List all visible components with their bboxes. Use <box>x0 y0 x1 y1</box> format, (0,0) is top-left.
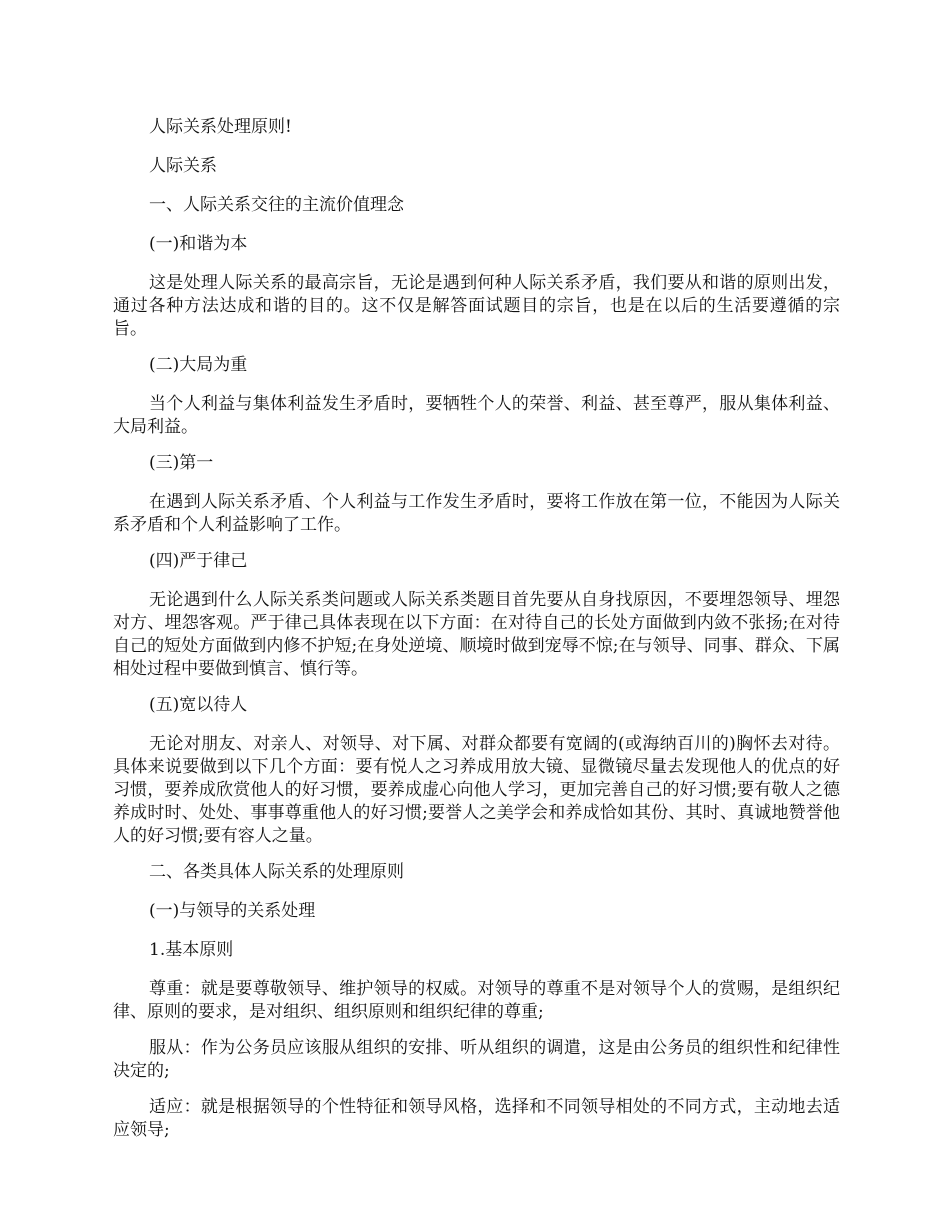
body-paragraph: 在遇到人际关系矛盾、个人利益与工作发生矛盾时，要将工作放在第一位，不能因为人际关系矛盾和个人利益影响了工作。 <box>113 492 840 535</box>
document-subtitle: 人际关系 <box>149 156 217 176</box>
subsection-heading: (一)与领导的关系处理 <box>149 901 316 921</box>
subsection-heading: (一)和谐为本 <box>149 234 248 254</box>
section-heading: 一、人际关系交往的主流价值理念 <box>149 195 404 215</box>
body-paragraph: 无论对朋友、对亲人、对领导、对下属、对群众都要有宽阔的(或海纳百川的)胸怀去对待。具体来说要做到以下几个方面：要有悦人之习养成用放大镜、显微镜尽量去发现他人的优点的好习惯，要养成欣赏他人的好习惯，要养成虚心向他人学习，更加完善自己的好习惯;要有敬人之德养成时时、处处、事事尊重他人的好习惯;要誉人之美学会和养成恰如其份、其时、真诚地赞誉他人的好习惯;要有容人之量。 <box>113 734 840 846</box>
body-paragraph: 这是处理人际关系的最高宗旨，无论是遇到何种人际关系矛盾，我们要从和谐的原则出发，通过各种方法达成和谐的目的。这不仅是解答面试题目的宗旨，也是在以后的生活要遵循的宗旨。 <box>113 273 840 339</box>
document-page <box>113 116 840 1155</box>
section-heading: 二、各类具体人际关系的处理原则 <box>149 862 404 882</box>
subsection-heading: (三)第一 <box>149 453 214 473</box>
body-paragraph: 服从：作为公务员应该服从组织的安排、听从组织的调遣，这是由公务员的组织性和纪律性决定的; <box>113 1038 840 1081</box>
subsection-heading: (四)严于律己 <box>149 551 248 571</box>
subsection-heading: 1.基本原则 <box>149 940 234 960</box>
document-title: 人际关系处理原则! <box>149 117 292 137</box>
body-paragraph: 无论遇到什么人际关系类问题或人际关系类题目首先要从自身找原因，不要埋怨领导、埋怨对方、埋怨客观。严于律己具体表现在以下方面：在对待自己的长处方面做到内敛不张扬;在对待自己的短处方面做到内修不护短;在身处逆境、顺境时做到宠辱不惊;在与领导、同事、群众、下属相处过程中要做到慎言、慎行等。 <box>113 590 841 679</box>
body-paragraph: 尊重：就是要尊敬领导、维护领导的权威。对领导的尊重不是对领导个人的赏赐，是组织纪律、原则的要求，是对组织、组织原则和组织纪律的尊重; <box>113 979 840 1022</box>
subsection-heading: (二)大局为重 <box>149 355 248 375</box>
body-paragraph: 适应：就是根据领导的个性特征和领导风格，选择和不同领导相处的不同方式，主动地去适应领导; <box>113 1097 840 1140</box>
body-paragraph: 当个人利益与集体利益发生矛盾时，要牺牲个人的荣誉、利益、甚至尊严，服从集体利益、大局利益。 <box>113 394 840 437</box>
subsection-heading: (五)宽以待人 <box>149 695 248 715</box>
